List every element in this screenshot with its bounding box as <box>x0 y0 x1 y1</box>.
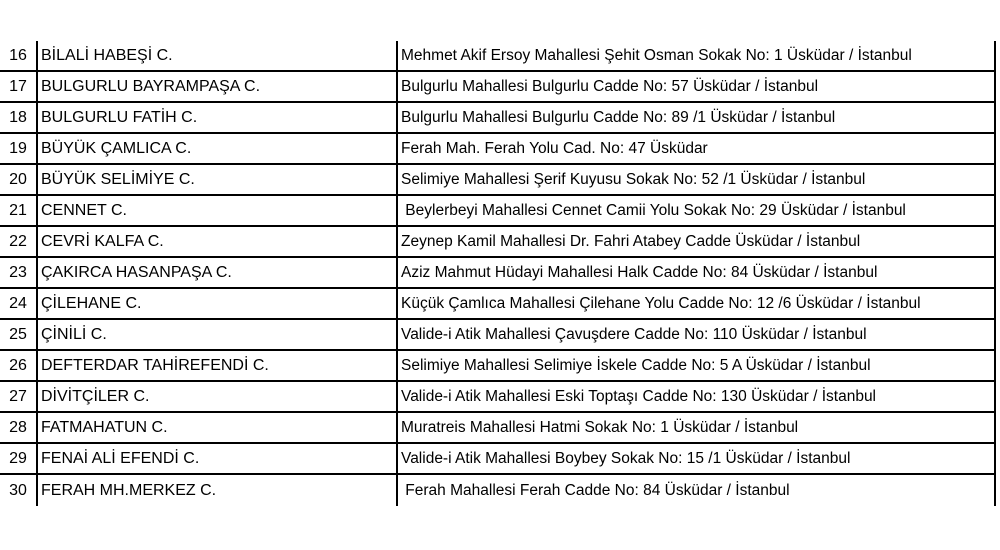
row-number-cell: 30 <box>0 475 38 506</box>
mosque-name-cell: BULGURLU FATİH C. <box>38 103 398 132</box>
table-row <box>0 196 996 227</box>
address-cell <box>398 382 996 411</box>
address-cell <box>398 103 996 132</box>
table-row <box>0 72 996 103</box>
row-number-cell: 17 <box>0 72 38 101</box>
address-text: Ferah Mah. Ferah Yolu Cad. No: 47 Üsküdar <box>401 139 708 157</box>
address-cell <box>398 227 996 256</box>
table-row <box>0 41 996 72</box>
address-cell <box>398 258 996 287</box>
mosque-name-cell: DEFTERDAR TAHİREFENDİ C. <box>38 351 398 380</box>
address-cell <box>398 41 996 70</box>
mosque-name-cell: ÇİLEHANE C. <box>38 289 398 318</box>
table-row <box>0 475 996 506</box>
mosque-name-cell: BÜYÜK ÇAMLICA C. <box>38 134 398 163</box>
table-row <box>0 320 996 351</box>
address-cell <box>398 165 996 194</box>
row-number-cell: 29 <box>0 444 38 473</box>
address-text: Aziz Mahmut Hüdayi Mahallesi Halk Cadde No: 84 Üsküdar / İstanbul <box>401 263 878 281</box>
row-number-cell: 21 <box>0 196 38 225</box>
address-text: Valide-i Atik Mahallesi Çavuşdere Cadde No: 110 Üsküdar / İstanbul <box>401 325 867 343</box>
row-number-cell: 28 <box>0 413 38 442</box>
address-cell <box>398 413 996 442</box>
address-cell <box>398 444 996 473</box>
mosque-name-cell: BULGURLU BAYRAMPAŞA C. <box>38 72 398 101</box>
address-text: Muratreis Mahallesi Hatmi Sokak No: 1 Üsküdar / İstanbul <box>401 418 799 436</box>
table-row <box>0 351 996 382</box>
address-cell <box>398 289 996 318</box>
address-text: Selimiye Mahallesi Şerif Kuyusu Sokak No: 52 /1 Üsküdar / İstanbul <box>401 170 866 188</box>
address-text: Ferah Mahallesi Ferah Cadde No: 84 Üsküdar / İstanbul <box>401 481 790 499</box>
table-row <box>0 382 996 413</box>
address-text: Beylerbeyi Mahallesi Cennet Camii Yolu Sokak No: 29 Üsküdar / İstanbul <box>401 201 906 219</box>
row-number-cell: 23 <box>0 258 38 287</box>
row-number-cell: 22 <box>0 227 38 256</box>
row-number-cell: 26 <box>0 351 38 380</box>
address-text: Selimiye Mahallesi Selimiye İskele Cadde No: 5 A Üsküdar / İstanbul <box>401 356 871 374</box>
address-text: Mehmet Akif Ersoy Mahallesi Şehit Osman Sokak No: 1 Üsküdar / İstanbul <box>401 46 912 64</box>
row-number-cell: 19 <box>0 134 38 163</box>
table-row <box>0 227 996 258</box>
mosque-name-cell: DİVİTÇİLER C. <box>38 382 398 411</box>
row-number-cell: 20 <box>0 165 38 194</box>
table-row <box>0 444 996 475</box>
mosque-name-cell: FATMAHATUN C. <box>38 413 398 442</box>
row-number-cell: 16 <box>0 41 38 70</box>
address-cell <box>398 351 996 380</box>
table-row <box>0 413 996 444</box>
mosque-name-cell: ÇİNİLİ C. <box>38 320 398 349</box>
mosque-name-cell: FERAH MH.MERKEZ C. <box>38 475 398 506</box>
address-text: Zeynep Kamil Mahallesi Dr. Fahri Atabey Cadde Üsküdar / İstanbul <box>401 232 861 250</box>
table-row <box>0 134 996 165</box>
address-cell <box>398 72 996 101</box>
row-number-cell: 18 <box>0 103 38 132</box>
row-number-cell: 25 <box>0 320 38 349</box>
mosque-name-cell: CENNET C. <box>38 196 398 225</box>
mosque-name-cell: CEVRİ KALFA C. <box>38 227 398 256</box>
mosque-name-cell: FENAİ ALİ EFENDİ C. <box>38 444 398 473</box>
address-cell <box>398 196 996 225</box>
address-cell <box>398 320 996 349</box>
address-text: Valide-i Atik Mahallesi Eski Toptaşı Cadde No: 130 Üsküdar / İstanbul <box>401 387 877 405</box>
mosque-address-table <box>0 41 996 506</box>
row-number-cell: 27 <box>0 382 38 411</box>
mosque-name-cell: BÜYÜK SELİMİYE C. <box>38 165 398 194</box>
address-text: Bulgurlu Mahallesi Bulgurlu Cadde No: 57 Üsküdar / İstanbul <box>401 77 819 95</box>
mosque-name-cell: BİLALİ HABEŞİ C. <box>38 41 398 70</box>
table-row <box>0 165 996 196</box>
table-row <box>0 258 996 289</box>
address-text: Küçük Çamlıca Mahallesi Çilehane Yolu Cadde No: 12 /6 Üsküdar / İstanbul <box>401 294 921 312</box>
row-number-cell: 24 <box>0 289 38 318</box>
mosque-name-cell: ÇAKIRCA HASANPAŞA C. <box>38 258 398 287</box>
address-text: Valide-i Atik Mahallesi Boybey Sokak No: 15 /1 Üsküdar / İstanbul <box>401 449 851 467</box>
address-cell <box>398 134 996 163</box>
address-text: Bulgurlu Mahallesi Bulgurlu Cadde No: 89 /1 Üsküdar / İstanbul <box>401 108 836 126</box>
table-row <box>0 289 996 320</box>
table-row <box>0 103 996 134</box>
address-cell <box>398 475 996 506</box>
